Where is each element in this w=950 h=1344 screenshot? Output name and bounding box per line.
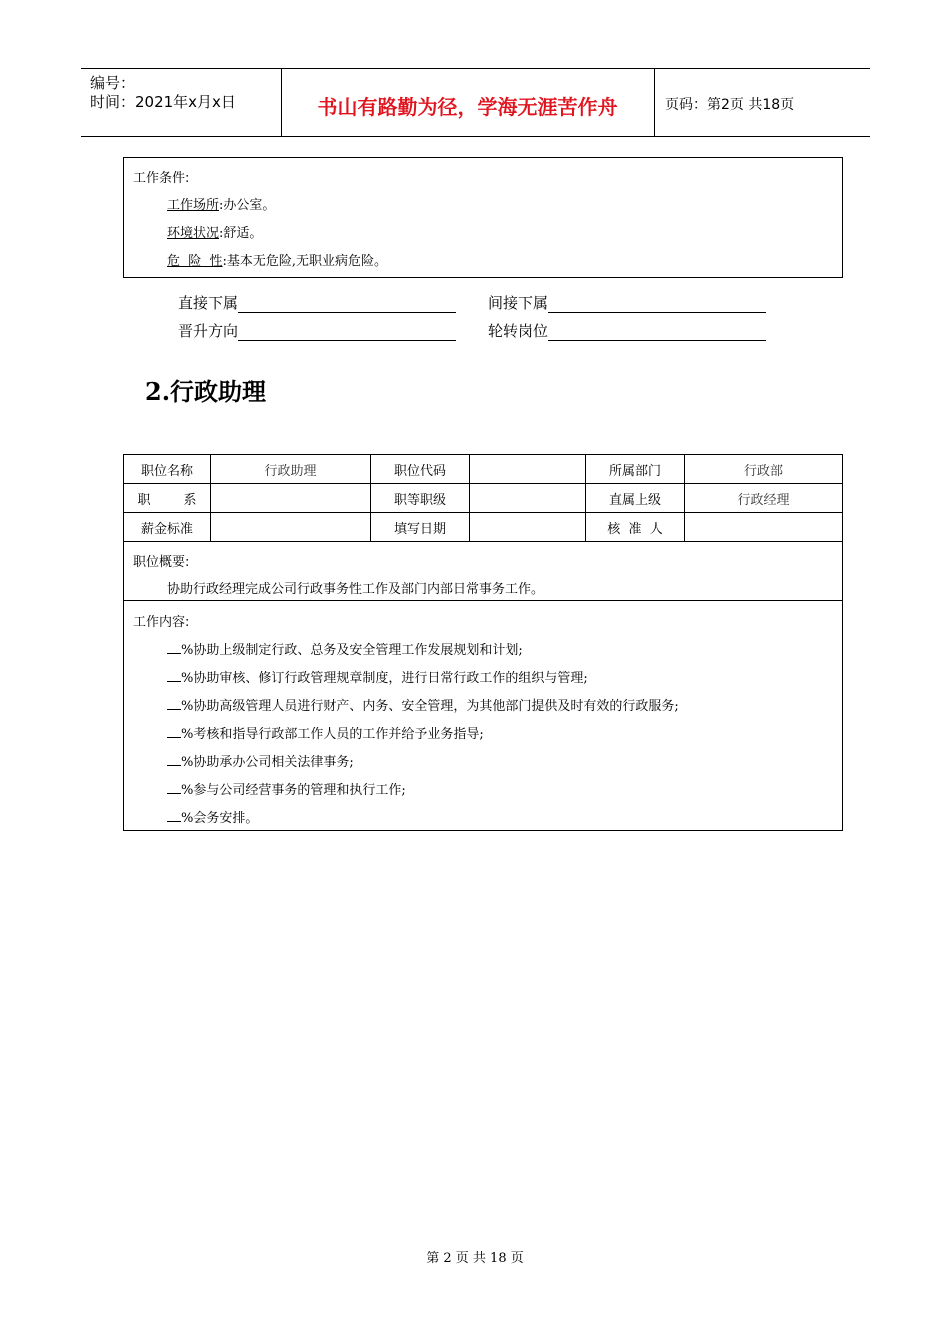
salary-label: 薪金标准 xyxy=(124,513,211,542)
header-page-cell xyxy=(655,69,870,136)
rotation-post-blank[interactable] xyxy=(548,324,766,341)
page-number-info: 页码：第2页 共18页 xyxy=(665,97,795,113)
job-summary-box xyxy=(123,541,843,601)
work-conditions-title: 工作条件: xyxy=(133,171,190,186)
section-title: 2.行政助理 xyxy=(145,377,267,406)
job-code-label: 职位代码 xyxy=(371,455,470,484)
work-conditions-box xyxy=(123,157,843,278)
table-row xyxy=(124,455,843,484)
approver-label: 核 准 人 xyxy=(586,513,685,542)
job-info-table xyxy=(123,454,843,542)
duty-item: %协助审核、修订行政管理规章制度，进行日常行政工作的组织与管理; xyxy=(167,667,588,686)
table-row xyxy=(124,484,843,513)
page-footer: 第 2 页 共 18 页 xyxy=(426,1251,524,1266)
document-number-label: 编号： xyxy=(90,74,136,92)
indirect-subordinate-blank[interactable] xyxy=(548,296,766,313)
page-header xyxy=(81,68,870,137)
job-grade-value xyxy=(470,484,586,513)
header-motto-cell xyxy=(281,69,655,136)
promotion-path-blank[interactable] xyxy=(238,324,456,341)
fill-date-value xyxy=(470,513,586,542)
rotation-post-field: 轮转岗位 xyxy=(488,320,766,341)
direct-subordinate-field: 直接下属 xyxy=(178,292,456,313)
job-duties-title: 工作内容: xyxy=(133,615,190,630)
condition-workplace: 工作场所:办公室。 xyxy=(167,198,276,213)
header-meta-cell xyxy=(81,69,282,136)
duty-item: %参与公司经营事务的管理和执行工作; xyxy=(167,779,406,798)
motto-text: 书山有路勤为径，学海无涯苦作舟 xyxy=(317,95,618,119)
supervisor-value: 行政经理 xyxy=(685,484,843,513)
job-family-value xyxy=(211,484,371,513)
job-title-value: 行政助理 xyxy=(211,455,371,484)
direct-subordinate-blank[interactable] xyxy=(238,296,456,313)
approver-value xyxy=(685,513,843,542)
department-value: 行政部 xyxy=(685,455,843,484)
job-summary-title: 职位概要: xyxy=(133,555,190,570)
condition-risk: 危 险 性:基本无危险,无职业病危险。 xyxy=(167,254,388,269)
department-label: 所属部门 xyxy=(586,455,685,484)
job-grade-label: 职等职级 xyxy=(371,484,470,513)
duty-item: %协助上级制定行政、总务及安全管理工作发展规划和计划; xyxy=(167,639,523,658)
table-row xyxy=(124,513,843,542)
promotion-path-field: 晋升方向 xyxy=(178,320,456,341)
job-family-label: 职 系 xyxy=(124,484,211,513)
fill-date-label: 填写日期 xyxy=(371,513,470,542)
duty-item: %协助高级管理人员进行财产、内务、安全管理，为其他部门提供及时有效的行政服务; xyxy=(167,695,679,714)
document-date: 时间：2021年x月x日 xyxy=(90,93,236,111)
job-code-value xyxy=(470,455,586,484)
condition-environment: 环境状况:舒适。 xyxy=(167,226,263,241)
job-duties-box xyxy=(123,600,843,831)
job-title-label: 职位名称 xyxy=(124,455,211,484)
duty-item: %会务安排。 xyxy=(167,807,258,826)
salary-value xyxy=(211,513,371,542)
duty-item: %协助承办公司相关法律事务; xyxy=(167,751,354,770)
indirect-subordinate-field: 间接下属 xyxy=(488,292,766,313)
duty-item: %考核和指导行政部工作人员的工作并给予业务指导; xyxy=(167,723,484,742)
supervisor-label: 直属上级 xyxy=(586,484,685,513)
job-summary-text: 协助行政经理完成公司行政事务性工作及部门内部日常事务工作。 xyxy=(167,582,545,597)
